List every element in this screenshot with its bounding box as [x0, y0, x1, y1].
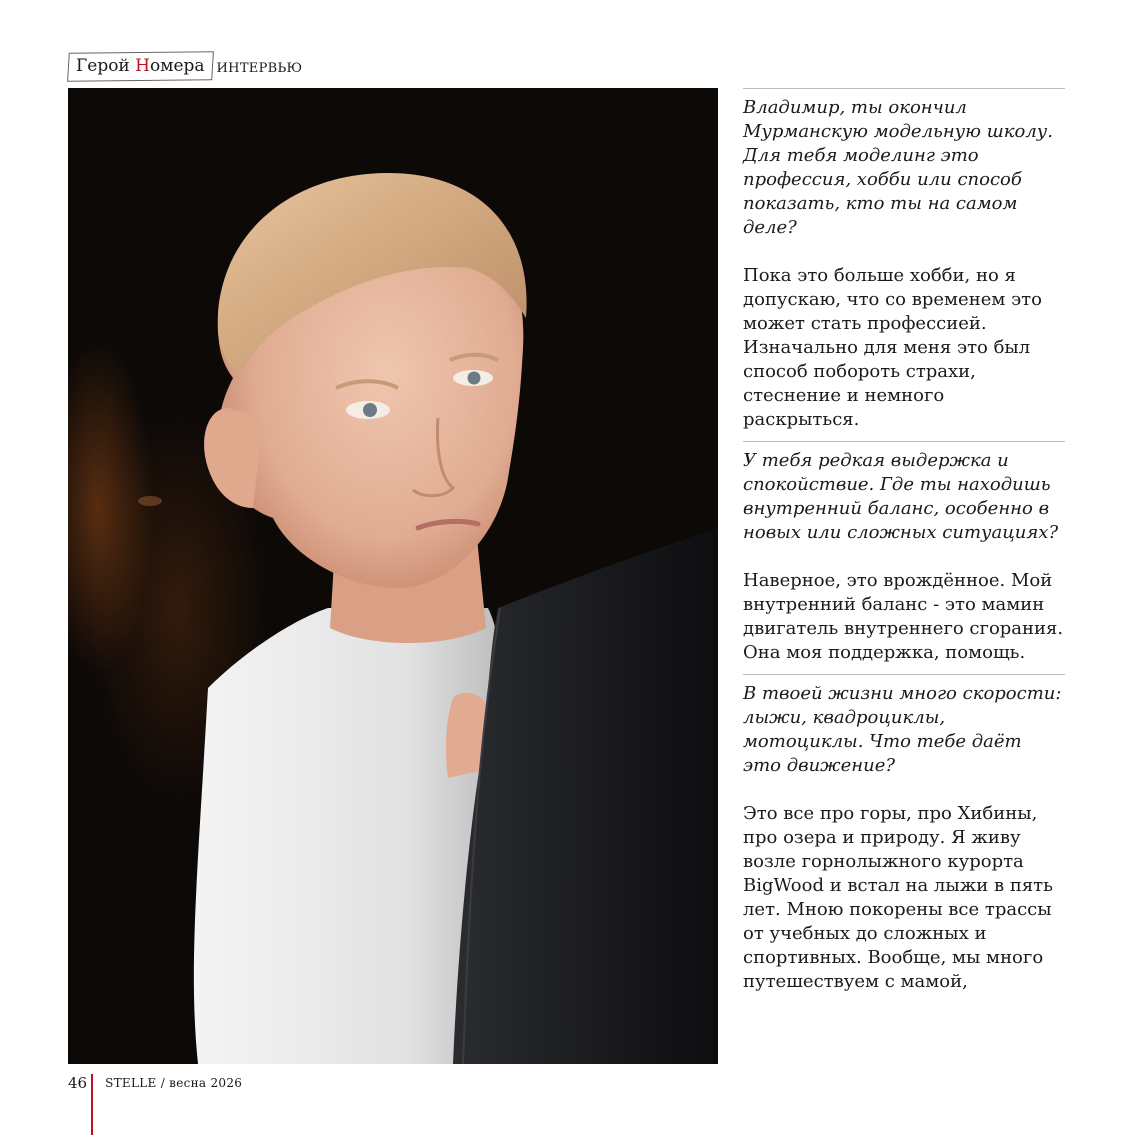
- qa-block-1: [743, 89, 1065, 441]
- answer-2: Наверное, это врождённое. Мой внутренний баланс - это мамин двигатель внутреннего сгорания. Она моя поддержка, помощь.: [743, 570, 1064, 663]
- qa-block-3: [743, 675, 1065, 1003]
- interview-column: [743, 88, 1065, 1003]
- question-2: У тебя редкая выдержка и спокойствие. Где ты находишь внутренний баланс, особенно в новых или сложных ситуациях?: [743, 450, 1059, 543]
- page-number: 46: [68, 1074, 88, 1092]
- black-jacket: [453, 528, 718, 1064]
- portrait-illustration: [68, 88, 718, 1064]
- ear: [204, 408, 263, 508]
- qa-block-2: [743, 442, 1065, 674]
- question-1: Владимир, ты окончил Мурманскую модельную школу. Для тебя моделинг это профессия, хобби или способ показать, кто ты на самом деле?: [743, 97, 1053, 238]
- question-3: В твоей жизни много скорости: лыжи, квадроциклы, мотоциклы. Что тебе даёт это движение?: [743, 683, 1062, 776]
- rubric-label-accent-letter: Н: [135, 56, 150, 76]
- answer-3: Это все про горы, про Хибины, про озера и природу. Я живу возле горнолыжного курорта BigWood и встал на лыжи в пять лет. Мною покорены все трассы от учебных до сложных и спортивных. Вообще, мы много путешествуем с мамой,: [743, 803, 1053, 992]
- section-label: ИНТЕРВЬЮ: [216, 61, 303, 76]
- rubric-label: [68, 52, 213, 81]
- white-tshirt: [194, 608, 500, 1064]
- magazine-issue: STELLE / весна 2026: [105, 1076, 243, 1090]
- header-tag: [68, 52, 302, 81]
- footer-accent-rule: [91, 1074, 93, 1135]
- portrait-photo: [68, 88, 718, 1064]
- page-footer: [68, 1072, 242, 1135]
- rubric-label-part2: омера: [150, 56, 205, 76]
- rubric-label-part1: Герой: [76, 56, 136, 76]
- answer-1: Пока это больше хобби, но я допускаю, что со временем это может стать профессией. Изначально для меня это был способ побороть страхи, стеснение и немного раскрыться.: [743, 265, 1042, 430]
